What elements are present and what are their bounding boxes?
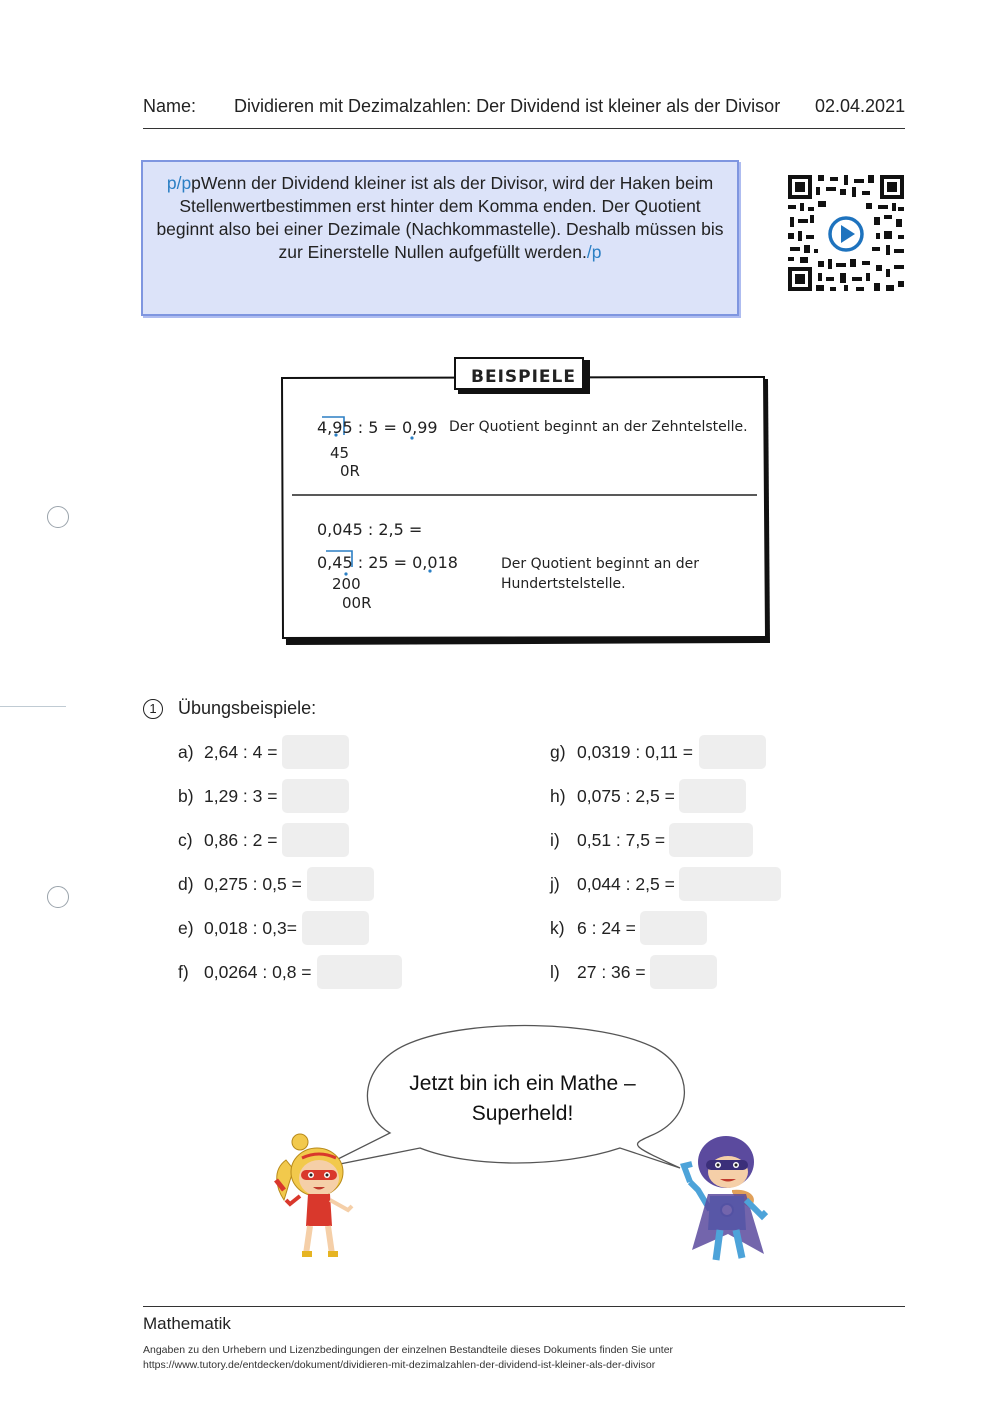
superhero-girl-illustration: [272, 1130, 362, 1265]
exercise-task: 0,0319 : 0,11 =: [577, 742, 693, 762]
examples-heading: BEISPIELE: [471, 367, 576, 387]
exercise-task: 6 : 24 =: [577, 918, 636, 938]
answer-field-c[interactable]: [282, 823, 349, 857]
exercise-label: a): [178, 742, 194, 762]
example2-note-a: Der Quotient beginnt an der: [501, 556, 699, 572]
header-divider: [143, 128, 905, 129]
answer-field-l[interactable]: [650, 955, 717, 989]
exercise-task: 0,075 : 2,5 =: [577, 786, 675, 806]
footer-license-text: Angaben zu den Urhebern und Lizenzbedingungen der einzelnen Bestandteile dieses Dokuments finden Sie unter: [143, 1344, 674, 1356]
exercise-task: 1,29 : 3 =: [204, 786, 278, 806]
exercise-task: 27 : 36 =: [577, 962, 646, 982]
info-box: [141, 160, 739, 316]
example2-line2: 200: [332, 575, 361, 593]
info-body: pWenn der Dividend kleiner ist als der Divisor, wird der Haken beim Stellenwertbestimmen erst hinter dem Komma enden. Der Quotient beginnt also bei einer Dezimale (Nachkommastelle). Deshalb müssen bis zur Einerstelle Nullen aufgefüllt werden.: [156, 173, 724, 262]
exercise-label: j): [550, 874, 560, 894]
exercise-label: e): [178, 918, 194, 938]
exercise-label: i): [550, 830, 560, 850]
answer-field-j[interactable]: [679, 867, 781, 901]
exercise-task: 0,275 : 0,5 =: [204, 874, 302, 894]
answer-field-k[interactable]: [640, 911, 707, 945]
answer-field-a[interactable]: [282, 735, 349, 769]
example2-line1: 0,45 : 25 = 0,018: [317, 553, 458, 572]
speech-line-1: Jetzt bin ich ein Mathe –: [409, 1072, 636, 1095]
punch-hole-top: [47, 506, 69, 528]
superhero-boy-illustration: [680, 1130, 775, 1275]
answer-field-e[interactable]: [302, 911, 369, 945]
task-title: Übungsbeispiele:: [178, 698, 317, 718]
example1-line1: 4,95 : 5 = 0,99: [317, 418, 438, 437]
exercise-label: h): [550, 786, 566, 806]
exercise-label: d): [178, 874, 194, 894]
speech-bubble-text: [385, 1069, 660, 1129]
example2-line3: 00R: [342, 594, 372, 612]
example1-line3: 0R: [340, 462, 360, 480]
exercise-task: 0,86 : 2 =: [204, 830, 278, 850]
info-tag-open: p/p: [166, 173, 192, 193]
info-tag-close: /p: [586, 242, 602, 262]
exercise-label: f): [178, 962, 189, 982]
exercise-task: 0,044 : 2,5 =: [577, 874, 675, 894]
answer-field-h[interactable]: [679, 779, 746, 813]
exercise-task: 2,64 : 4 =: [204, 742, 278, 762]
example2-note-b: Hundertstelstelle.: [501, 576, 626, 592]
answer-field-i[interactable]: [669, 823, 753, 857]
exercise-label: l): [550, 962, 560, 982]
answer-field-f[interactable]: [317, 955, 402, 989]
task-number: 1: [143, 699, 163, 719]
footer-divider: [143, 1306, 905, 1307]
exercise-task: 0,018 : 0,3=: [204, 918, 297, 938]
worksheet-title: Dividieren mit Dezimalzahlen: Der Dividend ist kleiner als der Divisor: [234, 96, 781, 116]
footer-subject: Mathematik: [143, 1314, 231, 1333]
exercise-task: 0,51 : 7,5 =: [577, 830, 666, 850]
exercise-label: c): [178, 830, 193, 850]
example2-line0: 0,045 : 2,5 =: [317, 520, 423, 539]
footer-license-url[interactable]: https://www.tutory.de/entdecken/dokument/dividieren-mit-dezimalzahlen-der-dividend-ist-kleiner-als-der-divisor: [143, 1359, 656, 1371]
fold-mark: [0, 706, 66, 707]
exercise-label: b): [178, 786, 194, 806]
punch-hole-bottom: [47, 886, 69, 908]
exercise-label: g): [550, 742, 566, 762]
exercise-task: 0,0264 : 0,8 =: [204, 962, 312, 982]
answer-field-d[interactable]: [307, 867, 374, 901]
qr-code-icon[interactable]: [786, 173, 906, 293]
worksheet-date: 02.04.2021: [815, 96, 906, 116]
answer-field-b[interactable]: [282, 779, 349, 813]
example1-line2: 45: [330, 444, 350, 462]
info-text: [153, 172, 727, 264]
name-label: Name:: [143, 96, 197, 116]
example1-note: Der Quotient beginnt an der Zehntelstelle.: [449, 419, 748, 435]
exercise-label: k): [550, 918, 565, 938]
answer-field-g[interactable]: [699, 735, 766, 769]
speech-line-2: Superheld!: [471, 1102, 574, 1125]
